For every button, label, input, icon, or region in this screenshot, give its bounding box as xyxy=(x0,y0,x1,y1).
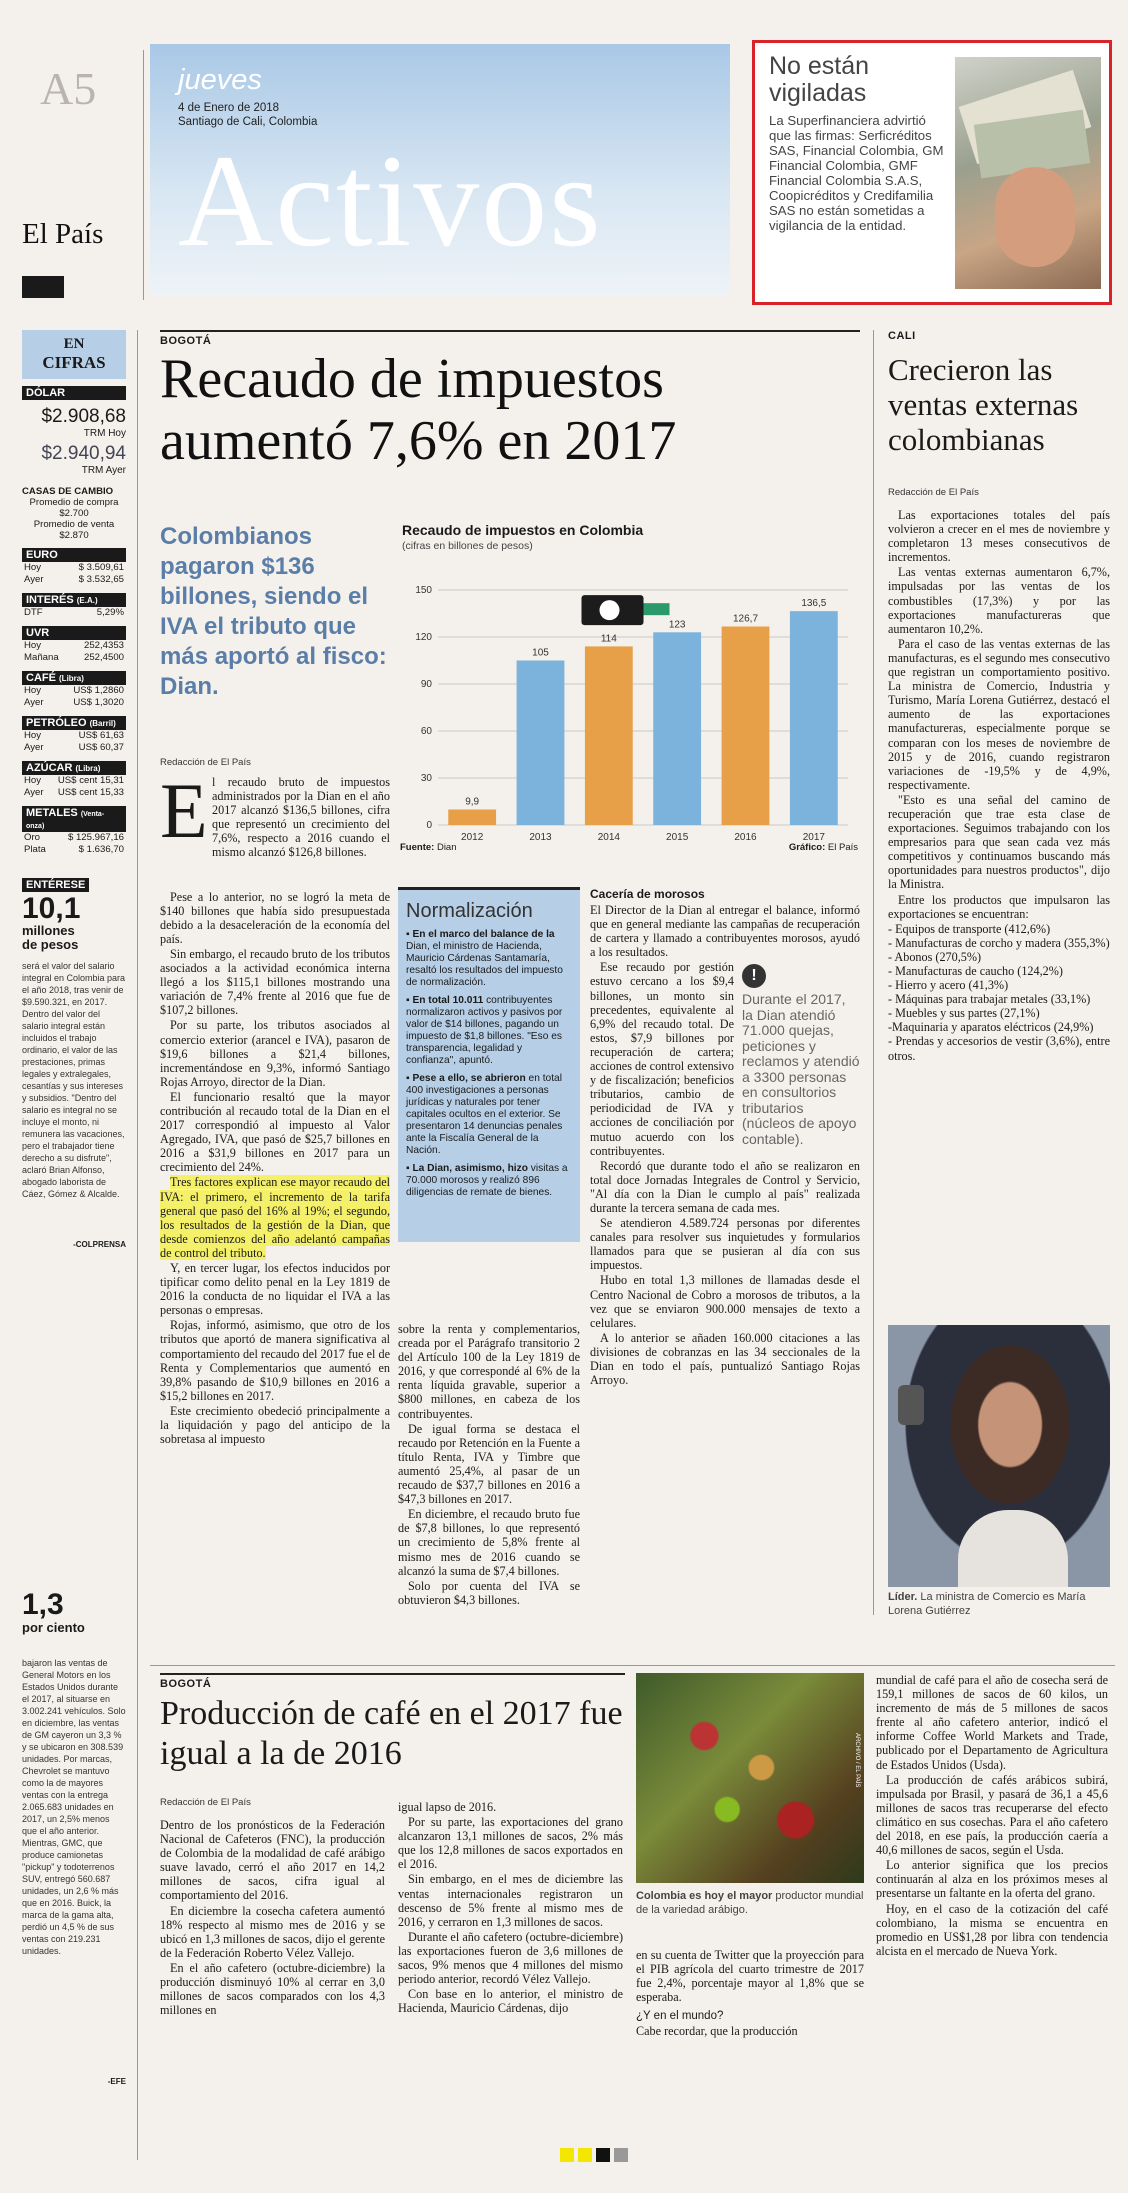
main-col-3 xyxy=(590,887,860,1388)
money-hand-photo xyxy=(955,57,1101,289)
minister-photo xyxy=(888,1325,1110,1587)
pull-quote xyxy=(742,964,860,1147)
x-tick-label: 2014 xyxy=(597,832,620,843)
coffee-col2-p4: Durante el año cafetero (octubre-diciembre) las exportaciones fueron de 3,6 millones de sacos, 9% menos que 4 millones del mismo periodo anterior, recordó Vélez Vallejo. xyxy=(398,1929,623,1987)
trm-ayer-label: TRM Ayer xyxy=(81,465,126,476)
coffee-kicker: BOGOTÁ xyxy=(160,1673,625,1690)
x-tick-label: 2013 xyxy=(529,832,552,843)
bar-value-label: 123 xyxy=(668,619,686,631)
col3-p3: Recordó que durante todo el año se realizaron en total doce Jornadas Integrales de Control y Servicio, "Al día con la Dian le cumplo al país" realizada durante la tercera semana de cada mes. xyxy=(590,1158,860,1215)
cafe-row: Hoy US$ 1,2860 xyxy=(24,685,124,696)
petroleo-row: Ayer US$ 60,37 xyxy=(24,742,124,753)
coffee-col4-p3: Lo anterior significa que los precios continuarán al alza en los próximos meses al presentarse un faltante en la oferta del grano. xyxy=(876,1858,1108,1901)
main-col2-p4: Solo por cuenta del IVA se obtuvieron $4,3 billones. xyxy=(398,1578,580,1607)
interes-row: DTF 5,29% xyxy=(24,607,124,618)
main-headline: Recaudo de impuestos aumentó 7,6% en 2017 xyxy=(160,348,677,472)
minister-caption: Líder. La ministra de Comercio es María Lorena Gutiérrez xyxy=(888,1591,1086,1617)
page-number: A5 xyxy=(40,63,97,114)
bill-icon xyxy=(644,603,670,615)
casas-compra: $2.700 xyxy=(59,508,89,519)
azucar-row: Ayer US$ cent 15,33 xyxy=(24,787,124,798)
right-kicker: CALI xyxy=(888,330,916,342)
normalizacion-box xyxy=(398,887,580,1242)
right-p2: Las ventas externas aumentaron 6,7%, impulsadas por las ventas de los combustibles (17,3%) y por las exportaciones manufactureras que aumentaron 10,2%. xyxy=(888,565,1110,636)
coffee-col3-p2: Cabe recordar, que la producción xyxy=(636,2024,798,2039)
pull-quote-text: Durante el 2017, la Dian atendió 71.000 quejas, peticiones y reclamos y atendió a 3300 personas en consultorios tributarios (núcleos de apoyo contable). xyxy=(742,991,860,1147)
box-item: ▪ Pese a ello, se abrieron en total 400 investigaciones a personas jurídicas y naturales por tener capitales ocultos en el exterior. Se presentaron 14 denuncias penales ante la Fiscalía General de la Nación. xyxy=(406,1073,563,1156)
casas-venta-label: Promedio de venta xyxy=(33,519,115,530)
coffee-col4-p2: La producción de cafés arábicos subirá, impulsada por Brasil, y pasará de 36,1 a 45,6 millones de sacos tras recuperarse del efecto climático en sus cosechas. Para el año cafetero del 2018, en ese país, la producción caería a 40,6 millones de sacos, según el Usda. xyxy=(876,1772,1108,1858)
col3-p6: A lo anterior se añaden 160.000 citaciones a las divisiones de cobranzas en las 34 seccionales de la Dian en todo el país, puntualizó Santiago Rojas Arroyo. xyxy=(590,1330,860,1388)
casas-label: CASAS DE CAMBIO xyxy=(22,486,114,497)
main-p7: Rojas, informó, asimismo, que otro de los tributos que aportó de manera significativa al comportamiento del recaudo del 2017 fue el de Renta y Complementarios que aumentó en 39,8% pasando de $10,9 billones en 2016 a $15,2 billones en 2017. xyxy=(160,1318,390,1403)
y-tick-label: 30 xyxy=(420,773,432,784)
coffee-p3: En el año cafetero (octubre-diciembre) la producción disminuyó 10% al cerrar en 3,0 millones de sacos comparados con los 4,3 millones en xyxy=(160,1960,385,2018)
coffee-col-1 xyxy=(160,1818,385,2018)
brand-rule xyxy=(22,276,64,298)
trm-hoy-value: $2.908,68 xyxy=(41,406,126,427)
bar-value-label: 114 xyxy=(600,633,617,645)
main-deck: Colombianos pagaron $136 billones, siendo el IVA el tributo que más aportó al fisco: Dian. xyxy=(160,523,387,700)
main-highlight: Tres factores explican ese mayor recaudo del IVA: el primero, el incremento de la tarifa general que pasó del 16% al 19%; el segundo, los resultados de la gestión de la Dian, que desde comienzos del año adelantó campañas de control del tributo. xyxy=(160,1175,390,1260)
right-headline: Crecieron las ventas externas colombianas xyxy=(888,352,1079,457)
coffee-col-3 xyxy=(636,1948,864,2039)
coffee-photo xyxy=(636,1673,864,1883)
teaser-title: No están vigiladas xyxy=(769,52,870,107)
main-col-2 xyxy=(398,1322,580,1608)
metales-row: Plata $ 1.636,70 xyxy=(24,844,124,855)
trm-hoy-label: TRM Hoy xyxy=(83,428,126,439)
coffee-col2-p3: Sin embargo, en el mes de diciembre las ventas internacionales registraron un descenso de 5% frente al mismo mes de 2016, y cerraron en 1,3 millones de sacos. xyxy=(398,1872,623,1929)
metales-row: Oro $ 125.967,16 xyxy=(24,832,124,843)
uvr-row: Hoy 252,4353 xyxy=(24,640,124,651)
cafe-header: CAFÉ (Libra) xyxy=(22,671,126,685)
bar-value-label: 136,5 xyxy=(801,598,827,610)
coffee-headline: Producción de café en el 2017 fue igual a la de 2016 xyxy=(160,1695,623,1772)
reg-yellow xyxy=(578,2148,592,2162)
uvr-row: Mañana 252,4500 xyxy=(24,652,124,663)
box-item: ▪ La Dian, asimismo, hizo visitas a 70.000 morosos y realizó 896 diligencias de remate de bienes. xyxy=(406,1163,568,1198)
bar xyxy=(722,627,770,825)
cifras-title-2: CIFRAS xyxy=(42,353,106,372)
x-tick-label: 2012 xyxy=(461,832,484,843)
section-title: Activos xyxy=(178,127,603,274)
drop-cap: E xyxy=(160,767,208,854)
photo-credit: ARCHIVO / EL PAÍS xyxy=(854,1733,860,1788)
y-tick-label: 120 xyxy=(415,632,432,643)
col3-p1: El Director de la Dian al entregar el balance, informó que en general mediante las campañas de recuperación de cartera y llamado a contribuyentes morosos, ayudó a los resultados. xyxy=(590,903,860,960)
coffee-col2-p2: Por su parte, las exportaciones del grano alcanzaron 13,1 millones de sacos, 2% más que los 12,8 millones de sacos exportados en el 2016. xyxy=(398,1815,623,1872)
col3-p2: Ese recaudo por gestión estuvo cercano a los $9,4 billones, un monto sin precedentes, equivalente al 6,9% del recaudo total. De estos, $7,9 billones por recuperación de cartera; acciones de control extensivo y de fiscalización; beneficios tributarios, cambio de periodicidad de IVA y acciones de conciliación por mutuo acuerdo con los contribuyentes. xyxy=(590,960,734,1158)
y-tick-label: 0 xyxy=(426,820,432,831)
right-p4: "Esto es una señal del camino de recuperación que trae esta clase de exportaciones. Seguimos trabajando con los empresarios para que sean cada vez más competitivos y continuamos buscando más oportunidades para nuestros productos", dijo la Ministra. xyxy=(888,792,1110,892)
main-p2: Pese a lo anterior, no se logró la meta de $140 billones que había sido presupuestada debido a la desaceleración de la economía del país. xyxy=(160,889,390,946)
petroleo-header: PETRÓLEO (Barril) xyxy=(22,716,126,730)
cifras-title-box xyxy=(22,330,126,379)
right-list-item: - Manufacturas de corcho y madera (355,3%) xyxy=(888,935,1110,950)
euro-row: Hoy $ 3.509,61 xyxy=(24,562,124,573)
coffee-col3-p1: en su cuenta de Twitter que la proyección para el PIB agrícola del cuarto trimestre de 2017 fue 2,4%, porcentaje mayor al 1,8% que se esperaba. xyxy=(636,1948,864,2005)
enterese-big: 10,1 xyxy=(22,892,81,925)
reg-black xyxy=(596,2148,610,2162)
coffee-col2-p5: Con base en lo anterior, el ministro de Hacienda, Mauricio Cárdenas, dijo xyxy=(398,1987,623,2016)
main-p6: Y, en tercer lugar, los efectos inducidos por tipificar como delito penal en la Ley 1819 de 2016 la conducta de no liquidar el IVA a las personas o empresas. xyxy=(160,1261,390,1318)
registration-marks xyxy=(560,2148,628,2162)
coffee-p2: En diciembre la cosecha cafetera aumentó 18% respecto al mismo mes de 2016 y se ubicó en 1,3 millones de sacos, dijo el gerente de la Federación Roberto Vélez Vallejo. xyxy=(160,1903,385,1960)
azucar-row: Hoy US$ cent 15,31 xyxy=(24,775,124,786)
coffee-col3-subhead: ¿Y en el mundo? xyxy=(636,2010,724,2023)
tax-chart xyxy=(398,520,860,860)
right-list-item: - Hierro y acero (41,3%) xyxy=(888,978,1009,993)
box-title: Normalización xyxy=(406,900,533,922)
chart-title: Recaudo de impuestos en Colombia xyxy=(402,522,644,538)
y-tick-label: 90 xyxy=(420,679,432,690)
trm-ayer-value: $2.940,94 xyxy=(41,443,126,464)
main-col2-p1: sobre la renta y complementarios, creada por el Parágrafo transitorio 2 del Artículo 100 de la Ley 1819 de 2016, y que correspondé al 6% de la renta líquida gravable, superior a $800 millones, en cabeza de los contribuyentes. xyxy=(398,1322,580,1421)
right-story xyxy=(888,330,1110,1063)
main-p3: Sin embargo, el recaudo bruto de los tributos asociados a la actividad económica interna llegó a los $115,1 billones mostrando una variación de 7,4% frente al 2016 que fue de $107,2 billones. xyxy=(160,946,390,1018)
coffee-caption: Colombia es hoy el mayor productor mundial de la variedad arábigo. xyxy=(636,1890,864,1916)
col3-subhead: Cacería de morosos xyxy=(590,887,705,901)
sidebar-stat2 xyxy=(22,1590,126,2086)
bar-value-label: 105 xyxy=(532,647,549,659)
coffee-col4-p1: mundial de café para el año de cosecha será de 159,1 millones de sacos de 60 kilos, un incremento de más de 5 millones de sacos frente al año cafetero anterior, indicó el informe Coffee World Markets and Trade, publicado por el Departamento de Agricultura de Estados Unidos (Usda). xyxy=(876,1673,1108,1772)
place-label: Santiago de Cali, Colombia xyxy=(178,116,318,128)
right-list-item: - Prendas y accesorios de vestir (3,6%), entre otros. xyxy=(888,1034,1110,1063)
main-col2-p3: En diciembre, el recaudo bruto fue de $7,8 billones, lo que representó un crecimiento de 5,8% frente al mismo mes de 2016 cuando se alcanzó la suma de $7,4 billones. xyxy=(398,1507,580,1578)
chart-subtitle: (cifras en billones de pesos) xyxy=(402,540,533,552)
enterese-unit: millones de pesos xyxy=(22,923,79,952)
main-p1: l recaudo bruto de impuestos administrados por la Dian en el año 2017 alcanzó $136,5 billones, cifra que representó un crecimiento del 7,6%, respecto a 2016 cuando el mismo alcanzó $126,8 billones. xyxy=(212,775,390,860)
x-tick-label: 2016 xyxy=(734,832,757,843)
right-list-item: - Muebles y sus partes (27,1%) xyxy=(888,1006,1040,1021)
box-item: ▪ En el marco del balance de la Dian, el ministro de Hacienda, Mauricio Cárdenas Santamaría, resaltó los resultados del impuesto de normalización. xyxy=(406,929,563,988)
reg-gray xyxy=(614,2148,628,2162)
cafe-row: Ayer US$ 1,3020 xyxy=(24,697,124,708)
main-col2-p2: De igual forma se destaca el recaudo por Retención en la Fuente a título Renta, IVA y Timbre que aumentó 25,4%, al pasar de un recaudo de $37,7 billones en 2016 a $47,3 billones en 2017. xyxy=(398,1421,580,1507)
bar xyxy=(790,611,838,825)
coffee-col2-p1: igual lapso de 2016. xyxy=(398,1800,497,1814)
y-tick-label: 60 xyxy=(420,726,432,737)
alert-icon: ! xyxy=(742,964,766,988)
right-list-item: - Manufacturas de caucho (124,2%) xyxy=(888,964,1063,978)
right-p3: Para el caso de las ventas externas de las manufacturas, es el segundo mes consecutivo que registran un comportamiento positivo. La ministra de Comercio, Industria y Turismo, María Lorena Gutiérrez, destacó el aumento de las exportaciones manufactureras, especialmente porque se comparan con los meses de noviembre de 2015 y de 2016, cuando registraron variaciones de -19,5% y de 4,9%, respectivamente. xyxy=(888,636,1110,792)
interes-header: INTERÉS (E.A.) xyxy=(22,593,126,607)
right-list-item: -Maquinaria y aparatos eléctricos (24,9%) xyxy=(888,1020,1094,1035)
bar-value-label: 126,7 xyxy=(732,613,759,625)
coffee-byline: Redacción de El País xyxy=(160,1797,251,1808)
euro-header: EURO xyxy=(22,548,126,562)
main-byline: Redacción de El País xyxy=(160,757,251,768)
casas-compra-label: Promedio de compra xyxy=(29,497,119,508)
cifras-title-1: EN xyxy=(63,336,85,352)
sidebar-divider xyxy=(137,330,138,2160)
petroleo-row: Hoy US$ 61,63 xyxy=(24,730,124,741)
brand-logo: El País xyxy=(22,218,104,250)
box-item: ▪ En total 10.011 contribuyentes normalizaron activos y pasivos por valor de $14 billones, pagando un impuesto de $1,8 billones. "Eso es transparencia, legalidad y confianza", apuntó. xyxy=(406,995,563,1066)
euro-row: Ayer $ 3.532,65 xyxy=(24,574,124,585)
right-list-item: - Equipos de transporte (412,6%) xyxy=(888,921,1051,936)
enterese-text: será el valor del salario integral en Colombia para el año 2018, tras venir de $9.590.321, en 2017. Dentro del valor del salario integral están incluidos el trabajo ordinario, el valor de las prestaciones, primas legales y extralegales, cesantías y sus intereses y subsidios. "Dentro del salario es integral no se incluye el monto, ni remunera las vacaciones, pero el trabajador tiene derecho a su disfrute", aclaró Brian Alfonso, abogado laborista de Cáez, Gómez & Alcalde. xyxy=(22,961,126,1199)
sidebar-cifras xyxy=(22,330,126,1249)
stat2-source: -EFE xyxy=(107,2077,126,2086)
right-divider xyxy=(873,330,874,1615)
y-tick-label: 150 xyxy=(415,585,432,596)
bar xyxy=(517,661,565,826)
chart-source: Fuente: Dian xyxy=(400,842,457,853)
coffee-col4-p4: Hoy, en el caso de la cotización del café colombiano, la misma se encuentra en promedio en US$1,28 por libra con tendencia alcista en el mercado de Nueva York. xyxy=(876,1901,1108,1958)
bar xyxy=(653,632,701,825)
main-p4: Por su parte, los tributos asociados al comercio exterior (arancel e IVA), pasaron de $19,6 billones a $21,4 billones, incrementándose en 9,3%, informó Santiago Rojas Arroyo, director de la Dian. xyxy=(160,1018,390,1089)
date-label: 4 de Enero de 2018 xyxy=(178,102,280,114)
chart-graphic-credit: Gráfico: El País xyxy=(788,842,858,853)
bar xyxy=(448,809,496,825)
stat2-big: 1,3 xyxy=(22,1588,64,1621)
enterese-header: ENTÉRESE xyxy=(22,878,89,892)
enterese-source: -COLPRENSA xyxy=(73,1240,126,1249)
x-tick-label: 2017 xyxy=(802,832,825,843)
casas-venta: $2.870 xyxy=(59,530,89,541)
azucar-header: AZÚCAR (Libra) xyxy=(22,761,126,775)
section-banner xyxy=(150,44,730,296)
day-label: jueves xyxy=(178,64,262,96)
main-col-1 xyxy=(160,767,390,1447)
right-p1: Las exportaciones totales del país volvieron a crecer en el mes de noviembre y completaron 13 meses consecutivos de incrementos. xyxy=(888,508,1110,565)
stat2-unit: por ciento xyxy=(22,1620,85,1635)
coffee-p1: Dentro de los pronósticos de la Federación Nacional de Cafeteros (FNC), la producción de Colombia de la modalidad de café arábigo suave lavado, cerró el año 2017 en 14,2 millones de sacos, cifra igual al comportamiento del 2016. xyxy=(160,1818,385,1903)
teaser-body: La Superfinanciera advirtió que las firmas: Serficréditos SAS, Financial Colombia, GM Financial Colombia, GMF Financial Colombia S.A.S, Coopicréditos y Credifamilia SAS no están sometidas a vigilancia de la entidad. xyxy=(769,113,944,233)
x-tick-label: 2015 xyxy=(666,832,689,843)
coffee-col-4 xyxy=(876,1673,1108,1959)
dolar-header: DÓLAR xyxy=(22,386,126,400)
right-list-item: - Abonos (270,5%) xyxy=(888,949,982,964)
reg-yellow xyxy=(560,2148,574,2162)
main-kicker: BOGOTÁ xyxy=(160,330,860,347)
right-byline: Redacción de El País xyxy=(888,487,979,498)
right-p5: Entre los productos que impulsaron las exportaciones se encuentran: xyxy=(888,892,1110,921)
section-divider xyxy=(150,1665,1115,1666)
coin-icon xyxy=(600,600,620,620)
bar-value-label: 9,9 xyxy=(465,796,480,808)
main-p5: El funcionario resaltó que la mayor contribución al recaudo total de la Dian en el 2017 correspondió al impuesto al Valor Agregado, IVA, que pasó de $25,7 billones en 2016 a $31,9 billones en 2017 para un crecimiento del 24%. xyxy=(160,1089,390,1175)
col3-p4: Se atendieron 4.589.724 personas por diferentes canales para resolver sus inquietudes y formularios llamados para que se pusieran al día con sus impuestos. xyxy=(590,1216,860,1273)
metales-header: METALES (Venta-onza) xyxy=(22,806,126,832)
header-rule xyxy=(143,50,144,300)
chart-svg xyxy=(398,520,860,860)
teaser-box[interactable] xyxy=(752,40,1112,305)
stat2-text: bajaron las ventas de General Motors en los Estados Unidos durante el 2017, al situarse en 3.002.241 vehículos. Solo en diciembre, las ventas de GM cayeron un 3,3 % y se ubicaron en 308.539 unidades. Por marcas, Chevrolet se mantuvo como la de mayores ventas con la entrega 2.065.683 unidades en 2017, un 2,5% menos que el año anterior. Mientras, GMC, que produce camionetas "pickup" y todoterrenos SUV, entregó 560.687 unidades, un 2,6 % más que en 2016. Buick, la marca de la gama alta, perdió un 4,5 % de sus ventas con 219.231 unidades. xyxy=(22,1658,126,1956)
uvr-header: UVR xyxy=(22,626,126,640)
main-p8: Este crecimiento obedeció principalmente a la liquidación y pago del anticipo de la sobretasa al impuesto xyxy=(160,1403,390,1447)
coffee-col-2 xyxy=(398,1800,623,2016)
bar xyxy=(585,646,633,825)
col3-p5: Hubo en total 1,3 millones de llamadas desde el Centro Nacional de Cobro a morosos de tributos, a la vez que se enviaron 900.000 mensajes de texto a celulares. xyxy=(590,1273,860,1330)
right-list-item: - Máquinas para trabajar metales (33,1%) xyxy=(888,992,1091,1007)
